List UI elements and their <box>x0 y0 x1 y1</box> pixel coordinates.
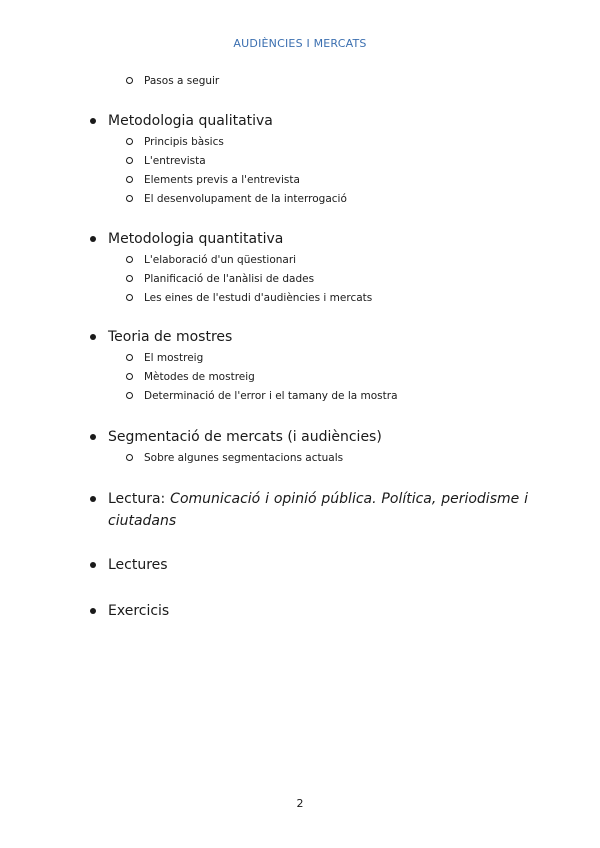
toc-item-label: Metodologia qualitativa <box>108 113 273 129</box>
toc-subitem[interactable] <box>144 192 524 206</box>
toc-subitem[interactable] <box>144 451 524 465</box>
toc-item-qualitativa[interactable] <box>108 110 528 132</box>
toc-item-label: Segmentació de mercats (i audiències) <box>108 429 382 445</box>
toc-subitem[interactable] <box>144 389 524 403</box>
hollow-bullet-icon <box>126 392 133 399</box>
toc-item-label: Metodologia quantitativa <box>108 231 284 247</box>
toc-subitem-label: Elements previs a l'entrevista <box>144 174 300 186</box>
bullet-icon <box>90 434 96 440</box>
toc-subitem[interactable] <box>144 74 524 88</box>
hollow-bullet-icon <box>126 195 133 202</box>
toc-subitem-label: Les eines de l'estudi d'audiències i mercats <box>144 292 373 304</box>
toc-subitem-label: El desenvolupament de la interrogació <box>144 193 347 205</box>
reading-title: Comunicació i opinió pública. Política, periodisme i ciutadans <box>108 491 529 529</box>
toc-item-lectura[interactable] <box>108 488 528 532</box>
bullet-icon <box>90 608 96 614</box>
hollow-bullet-icon <box>126 256 133 263</box>
toc-subitem[interactable] <box>144 370 524 384</box>
toc-item-label: Exercicis <box>108 603 170 619</box>
toc-item-mostres[interactable] <box>108 326 528 348</box>
bullet-icon <box>90 236 96 242</box>
toc-item-quantitativa[interactable] <box>108 228 528 250</box>
toc-item-exercicis[interactable] <box>108 600 528 622</box>
toc-item-label: Lectura: <box>108 491 166 507</box>
hollow-bullet-icon <box>126 454 133 461</box>
toc-subitem-label: Determinació de l'error i el tamany de la mostra <box>144 390 398 402</box>
toc-subitem-label: Planificació de l'anàlisi de dades <box>144 273 315 285</box>
hollow-bullet-icon <box>126 176 133 183</box>
toc-item-label: Teoria de mostres <box>108 329 233 345</box>
hollow-bullet-icon <box>126 373 133 380</box>
hollow-bullet-icon <box>126 138 133 145</box>
bullet-icon <box>90 496 96 502</box>
toc-subitem-label: Mètodes de mostreig <box>144 371 255 383</box>
toc-subitem[interactable] <box>144 351 524 365</box>
toc-subitem[interactable] <box>144 253 524 267</box>
toc-item-segmentacio[interactable] <box>108 426 528 448</box>
toc-subitem-label: L'entrevista <box>144 155 206 167</box>
toc-item-label: Lectures <box>108 557 168 573</box>
toc-item-lectures[interactable] <box>108 554 528 576</box>
bullet-icon <box>90 334 96 340</box>
toc-subitem-label: El mostreig <box>144 352 204 364</box>
hollow-bullet-icon <box>126 275 133 282</box>
toc-subitem[interactable] <box>144 272 524 286</box>
hollow-bullet-icon <box>126 77 133 84</box>
toc-subitem-label: Principis bàsics <box>144 136 224 148</box>
hollow-bullet-icon <box>126 354 133 361</box>
hollow-bullet-icon <box>126 157 133 164</box>
toc-subitem[interactable] <box>144 135 524 149</box>
bullet-icon <box>90 562 96 568</box>
toc-subitem[interactable] <box>144 154 524 168</box>
hollow-bullet-icon <box>126 294 133 301</box>
toc-subitem-label: Pasos a seguir <box>144 75 220 87</box>
page-number: 2 <box>296 797 304 810</box>
toc-subitem[interactable] <box>144 173 524 187</box>
toc-subitem-label: Sobre algunes segmentacions actuals <box>144 452 344 464</box>
toc-subitem-label: L'elaboració d'un qüestionari <box>144 254 297 266</box>
running-header: AUDIÈNCIES I MERCATS <box>233 37 367 50</box>
bullet-icon <box>90 118 96 124</box>
toc-subitem[interactable] <box>144 291 524 305</box>
